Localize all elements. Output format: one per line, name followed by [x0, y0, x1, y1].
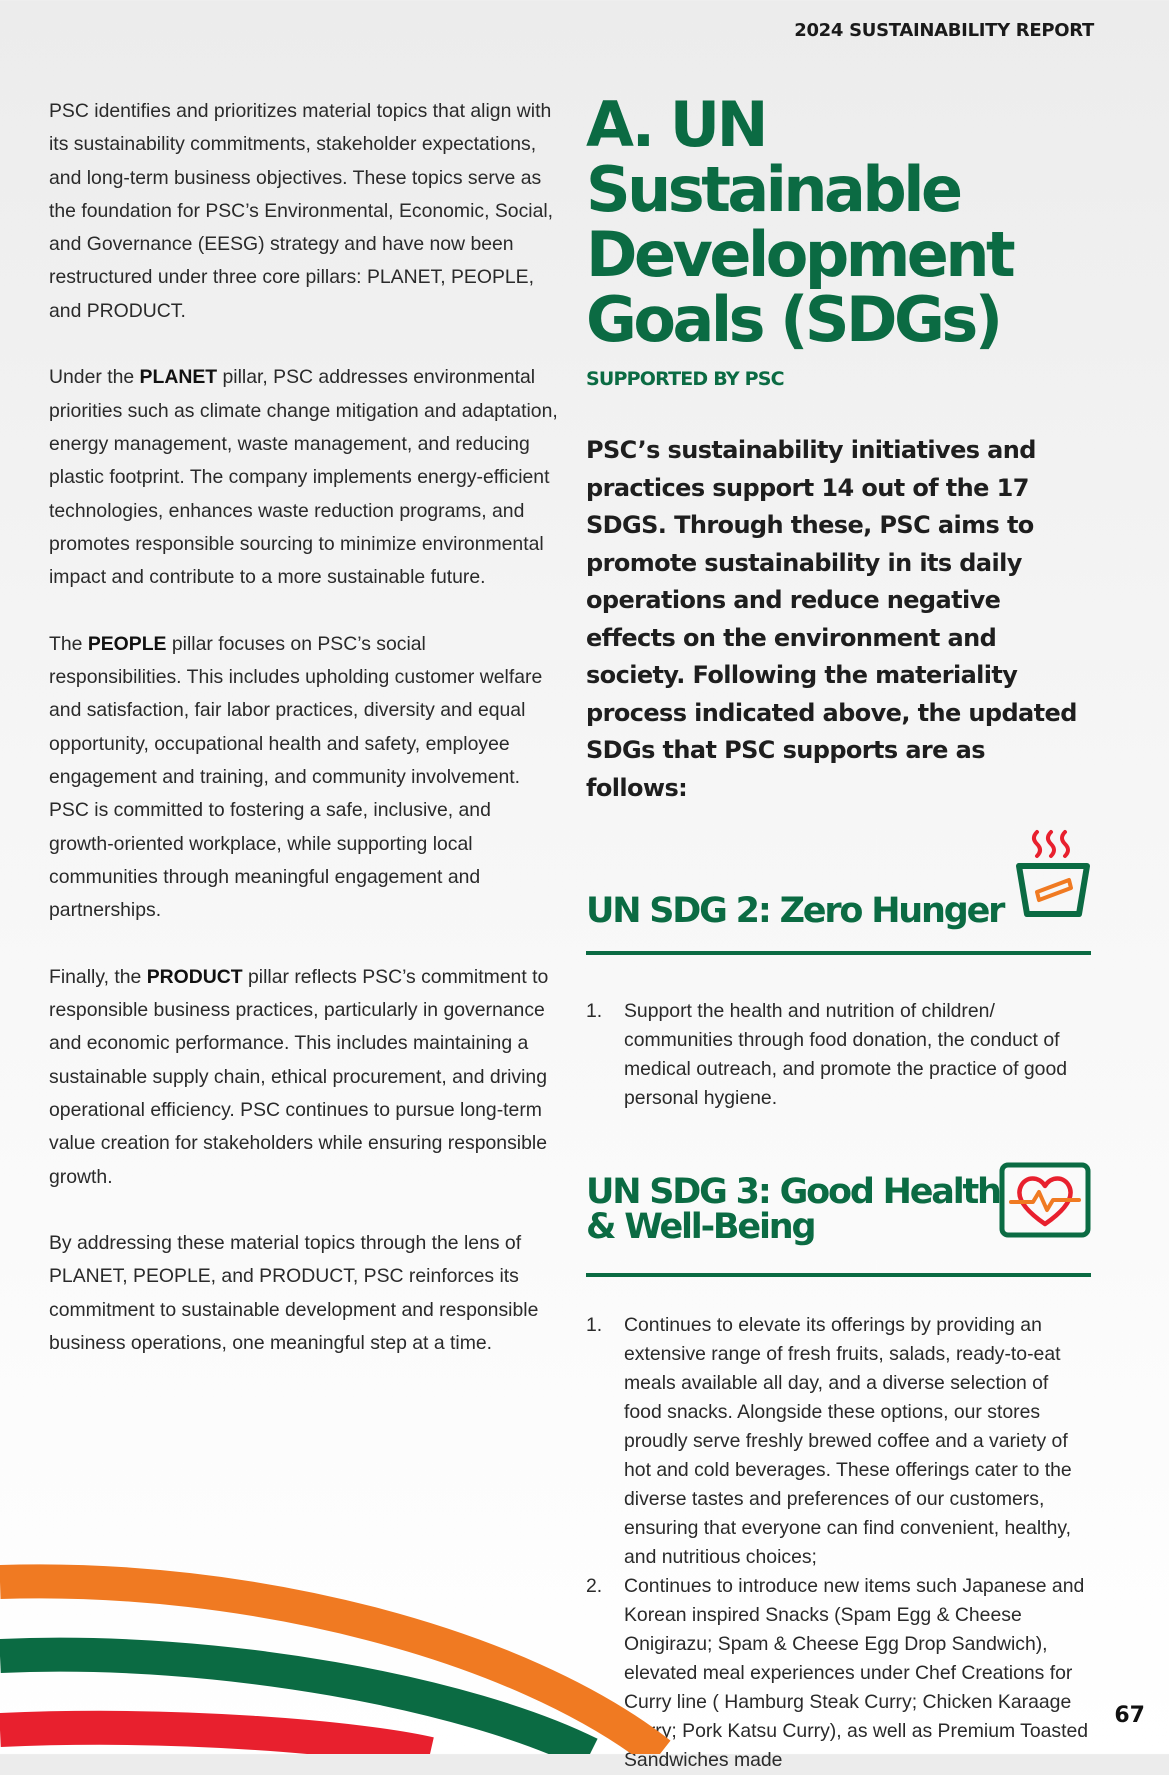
section-title: A. UN Sustainable Development Goals (SDGs): [586, 88, 1013, 356]
paragraph-conclusion: By addressing these material topics through the lens of PLANET, PEOPLE, and PRODUCT, PSC reinforces its commitment to sustainable development and responsible business operations, one meaningful step at a time.: [49, 1232, 539, 1354]
list-item: 1. Continues to elevate its offerings by providing an extensive range of fresh fruits, salads, ready-to-eat meals available all day, and a diverse selection of food snacks. Alongside these options, our stores proudly serve freshly brewed coffee and a variety of hot and cold beverages. These offerings cater to the diverse tastes and preferences of our customers, ensuring that everyone can find convenient, healthy, and nutritious choices;: [586, 1314, 1072, 1568]
left-column: [49, 95, 559, 1394]
sdg2-heading: [586, 891, 1091, 955]
food-bowl-icon: [1015, 828, 1091, 929]
product-label: PRODUCT: [146, 965, 243, 988]
paragraph-product: Finally, the PRODUCT pillar reflects PSC’s commitment to responsible business practices, particularly in governance and economic performance. This includes maintaining a sustainable supply chain, ethical procurement, and driving operational efficiency. PSC continues to pursue long-term value creation for stakeholders while ensuring responsible growth.: [49, 965, 549, 1188]
paragraph-material-topics: PSC identifies and prioritizes material topics that align with its sustainability commitments, stakeholder expectations, and long-term business objectives. These topics serve as the foundation for PSC’s Environmental, Economic, Social, and Governance (EESG) strategy and have now been restructured under three core pillars: PLANET, PEOPLE, and PRODUCT.: [49, 100, 554, 322]
sdg2-list: [586, 997, 1091, 1113]
heartbeat-icon: [999, 1162, 1091, 1243]
decorative-stripes: [0, 1554, 700, 1754]
sdg-intro: PSC’s sustainability initiatives and practices support 14 out of the 17 SDGS. Through these, PSC aims to promote sustainability in its daily operations and reduce negative effects on the environment and society. Following the materiality process indicated above, the updated SDGs that PSC supports are as follows:: [586, 436, 1077, 802]
section-subtitle: SUPPORTED BY PSC: [586, 368, 784, 390]
list-item: 2. Continues to introduce new items such Japanese and Korean inspired Snacks (Spam Egg & Cheese Onigirazu; Spam & Cheese Egg Drop Sandwich), elevated meal experiences under Chef Creations for Curry line ( Hamburg Steak Curry; Chicken Karaage Curry; Pork Katsu Curry), as well as Premium Toasted Sandwiches made: [586, 1575, 1089, 1771]
planet-label: PLANET: [139, 366, 218, 389]
people-label: PEOPLE: [87, 632, 167, 655]
list-item: 1. Support the health and nutrition of children/ communities through food donation, the conduct of medical outreach, and promote the practice of good personal hygiene.: [586, 1000, 1068, 1109]
paragraph-people: The PEOPLE pillar focuses on PSC’s social responsibilities. This includes upholding customer welfare and satisfaction, fair labor practices, diversity and equal opportunity, occupational health and safety, employee engagement and training, and community involvement. PSC is committed to fostering a safe, inclusive, and growth-oriented workplace, while supporting local communities through meaningful engagement and partnerships.: [49, 632, 543, 922]
right-column: [586, 88, 1091, 1775]
page-number: 67: [1114, 1703, 1145, 1728]
sdg3-title: UN SDG 3: Good Health & Well-Being: [586, 1172, 1000, 1247]
sdg2-title: UN SDG 2: Zero Hunger: [586, 891, 1004, 931]
report-header: 2024 SUSTAINABILITY REPORT: [794, 20, 1094, 41]
paragraph-planet: Under the PLANET pillar, PSC addresses environmental priorities such as climate change mitigation and adaptation, energy management, waste management, and reducing plastic footprint. The company implements energy-efficient technologies, enhances waste reduction programs, and promotes responsible sourcing to minimize environmental impact and contribute to a more sustainable future.: [49, 366, 558, 589]
sdg3-heading: [586, 1172, 1091, 1277]
